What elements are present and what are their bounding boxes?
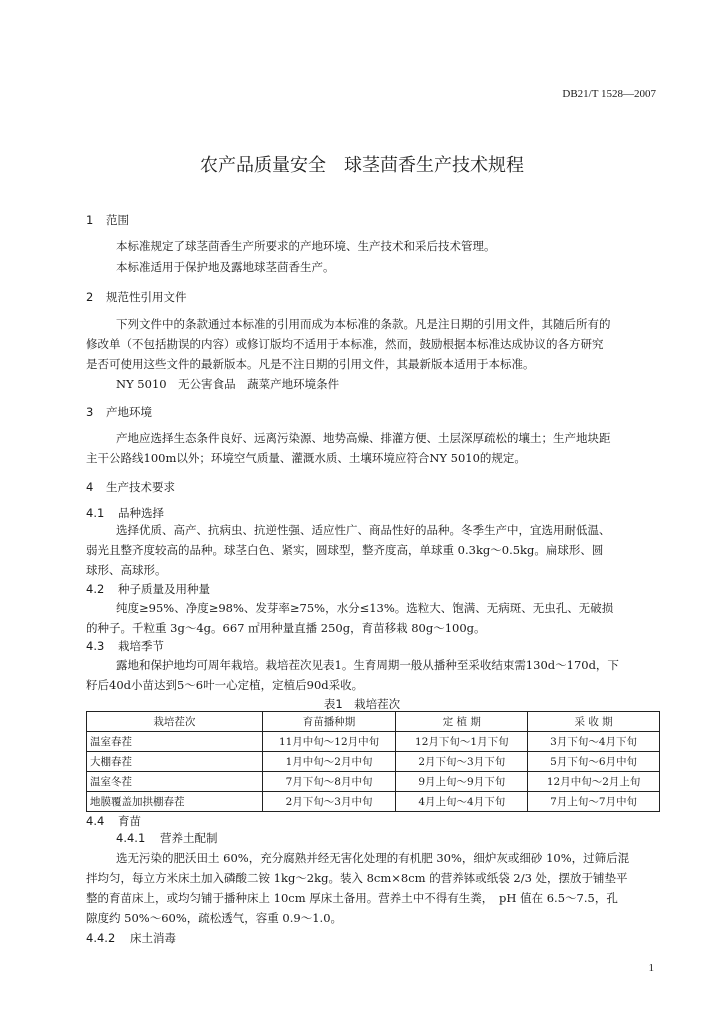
column-header: 育苗播种期: [262, 712, 396, 732]
section-2-heading: [86, 289, 187, 305]
section-1-heading: [86, 212, 129, 228]
table-cell: 2月下旬～3月下旬: [396, 752, 528, 772]
section-1-paragraph-2: 本标准适用于保护地及露地球茎茴香生产。: [116, 260, 335, 274]
table-cell: 9月上旬～9月下旬: [396, 772, 528, 792]
table-cell: 温室春茬: [87, 732, 263, 752]
section-4-4-1-line-1: 选无污染的肥沃田土 60%，充分腐熟并经无害化处理的有机肥 30%，细炉灰或细砂 10%，过筛后混: [116, 851, 630, 865]
column-header: 栽培茬次: [87, 712, 263, 732]
section-4-2-heading: [86, 581, 210, 597]
cultivation-table: [86, 711, 660, 812]
section-4-1-line-1: 选择优质、高产、抗病虫、抗逆性强、适应性广、商品性好的品种。冬季生产中，宜选用耐低温、: [116, 523, 611, 537]
table-cell: 12月中旬～2月上旬: [528, 772, 660, 792]
table-caption: 表1 栽培茬次: [323, 697, 401, 711]
section-title: 栽培季节: [118, 639, 164, 653]
table-cell: 2月下旬～3月中旬: [262, 792, 396, 812]
table-cell: 7月上旬～7月中旬: [528, 792, 660, 812]
section-number: 4.4.1: [116, 831, 146, 845]
table-row: [87, 732, 660, 752]
table-cell: 5月下旬～6月中旬: [528, 752, 660, 772]
standard-code: DB21/T 1528—2007: [562, 88, 656, 100]
section-4-3-heading: [86, 638, 164, 654]
column-header: 采 收 期: [528, 712, 660, 732]
section-4-1-line-2: 弱光且整齐度较高的品种。球茎白色、紧实，圆球型，整齐度高，单球重 0.3kg～0.5kg。扁球形、圆: [86, 543, 604, 557]
section-title: 种子质量及用种量: [118, 582, 210, 596]
section-4-2-line-1: 纯度≥95%、净度≥98%、发芽率≥75%，水分≤13%。选粒大、饱满、无病斑、无虫孔、无破损: [116, 601, 614, 615]
section-4-1-line-3: 球形、高球形。: [86, 563, 167, 577]
section-4-3-line-2: 籽后40d小苗达到5～6叶一心定植，定植后90d采收。: [86, 678, 364, 692]
section-1-paragraph-1: 本标准规定了球茎茴香生产所要求的产地环境、生产技术和采后技术管理。: [116, 239, 496, 253]
table-row: [87, 772, 660, 792]
table-cell: 7月下旬～8月中旬: [262, 772, 396, 792]
section-4-4-1-line-4: 隙度约 50%～60%，疏松透气，容重 0.9～1.0。: [86, 911, 343, 925]
section-title: 床土消毒: [130, 931, 176, 945]
section-3-line-1: 产地应选择生态条件良好、远离污染源、地势高燥、排灌方便、土层深厚疏松的壤土；生产地块距: [116, 431, 611, 445]
section-number: 2: [86, 290, 94, 304]
page-number: 1: [648, 962, 654, 974]
section-title: 营养土配制: [160, 831, 218, 845]
table-cell: 4月上旬～4月下旬: [396, 792, 528, 812]
table-cell: 1月中旬～2月中旬: [262, 752, 396, 772]
section-title: 范围: [106, 213, 129, 227]
section-4-4-1-line-3: 整的育苗床上，或均匀铺于播种床上 10cm 厚床土备用。营养土中不得有生粪， pH 值在 6.5～7.5，孔: [86, 891, 618, 905]
section-2-line-3: 是否可使用这些文件的最新版本。凡是不注日期的引用文件，其最新版本适用于本标准。: [86, 357, 535, 371]
section-4-4-heading: [86, 813, 141, 829]
section-number: 4.2: [86, 582, 105, 596]
section-number: 4.4: [86, 814, 105, 828]
section-4-4-1-line-2: 拌均匀，每立方米床土加入磷酸二铵 1kg～2kg。装入 8cm×8cm 的营养钵或纸袋 2/3 处，摆放于铺垫平: [86, 871, 628, 885]
section-3-heading: [86, 404, 152, 420]
section-number: 4.4.2: [86, 931, 116, 945]
normative-reference: NY 5010 无公害食品 蔬菜产地环境条件: [116, 377, 340, 391]
section-4-1-heading: [86, 505, 164, 521]
table-cell: 地膜覆盖加拱棚春茬: [87, 792, 263, 812]
table-header-row: [87, 712, 660, 732]
section-title: 育苗: [118, 814, 141, 828]
table-cell: 温室冬茬: [87, 772, 263, 792]
section-3-line-2: 主干公路线100m以外；环境空气质量、灌溉水质、土壤环境应符合NY 5010的规定。: [86, 451, 526, 465]
section-4-4-1-heading: [116, 830, 218, 846]
section-4-2-line-2: 的种子。千粒重 3g～4g。667 ㎡用种量直播 250g，育苗移栽 80g～100g。: [86, 621, 486, 635]
column-header: 定 植 期: [396, 712, 528, 732]
section-number: 1: [86, 213, 94, 227]
table-row: [87, 752, 660, 772]
section-2-line-1: 下列文件中的条款通过本标准的引用而成为本标准的条款。凡是注日期的引用文件，其随后所有的: [116, 317, 611, 331]
section-number: 4.3: [86, 639, 105, 653]
section-title: 品种选择: [118, 506, 164, 520]
section-title: 生产技术要求: [106, 480, 175, 494]
section-number: 4: [86, 480, 94, 494]
section-4-4-2-heading: [86, 930, 176, 946]
section-2-line-2: 修改单（不包括勘误的内容）或修订版均不适用于本标准，然而，鼓励根据本标准达成协议的各方研究: [86, 337, 604, 351]
section-title: 产地环境: [106, 405, 152, 419]
section-number: 4.1: [86, 506, 105, 520]
table-cell: 3月下旬～4月下旬: [528, 732, 660, 752]
section-4-heading: [86, 479, 175, 495]
table-cell: 12月下旬～1月下旬: [396, 732, 528, 752]
table-cell: 11月中旬～12月中旬: [262, 732, 396, 752]
section-number: 3: [86, 405, 94, 419]
document-title: 农产品质量安全 球茎茴香生产技术规程: [200, 155, 524, 176]
section-title: 规范性引用文件: [106, 290, 187, 304]
table-cell: 大棚春茬: [87, 752, 263, 772]
table-row: [87, 792, 660, 812]
section-4-3-line-1: 露地和保护地均可周年栽培。栽培茬次见表1。生育周期一般从播种至采收结束需130d～170d，下: [116, 658, 619, 672]
